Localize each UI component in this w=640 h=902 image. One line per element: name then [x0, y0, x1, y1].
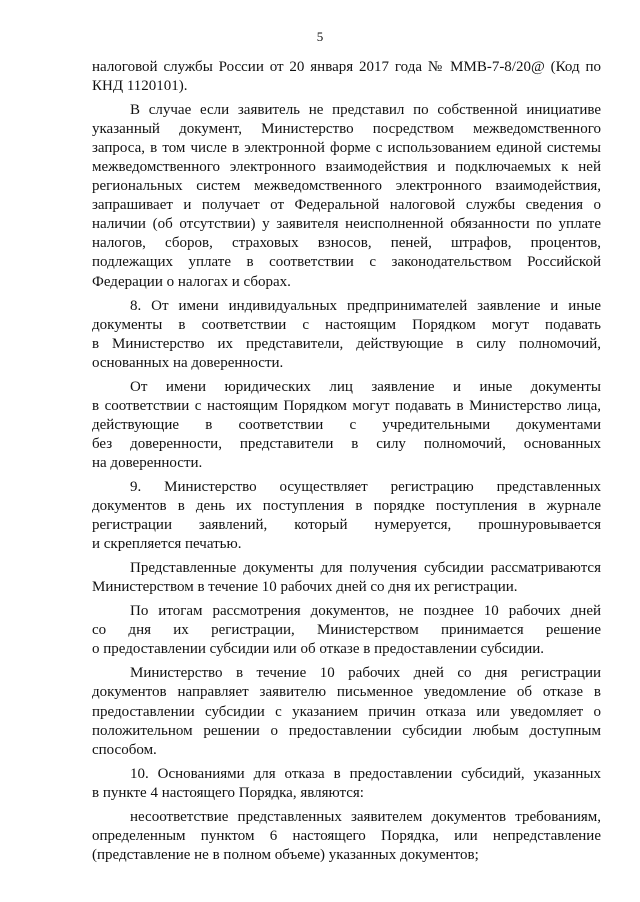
text-line: В случае если заявитель не представил по собственной инициативе [130, 102, 601, 119]
text-line: без доверенности, представители в силу полномочий, основанных [92, 435, 601, 452]
text-line: документов направляет заявителю письменное уведомление об отказе в [92, 684, 601, 701]
text-line: 10. Основаниями для отказа в предоставлении субсидий, указанных [130, 765, 601, 782]
text-line: Министерство в течение 10 рабочих дней со дня регистрации [130, 665, 601, 682]
text-line: подлежащих уплате в соответствии с законодательством Российской [92, 254, 601, 271]
text-line: По итогам рассмотрения документов, не позднее 10 рабочих дней [130, 603, 601, 620]
text-line: регистрации заявлений, который нумеруется, прошнуровывается [92, 517, 601, 534]
text-line: определенным пунктом 6 настоящего Порядка, или непредставление [92, 827, 601, 844]
text-line: налоговой службы России от 20 января 2017 года № ММВ-7-8/20@ (Код по [92, 59, 601, 75]
text-line: несоответствие представленных заявителем документов требованиям, [130, 808, 601, 825]
text-line: указанный документ, Министерство посредством межведомственного [92, 121, 601, 138]
text-line: документы в соответствии с настоящим Порядком могут подавать [92, 316, 601, 333]
text-line: 8. От имени индивидуальных предпринимателей заявление и иные [130, 297, 601, 314]
text-line: и скрепляется печатью. [92, 536, 242, 553]
paragraph [92, 559, 601, 597]
text-line: От имени юридических лиц заявление и иные документы [130, 378, 601, 395]
text-line: 9. Министерство осуществляет регистрацию представленных [130, 478, 601, 495]
paragraph [92, 765, 601, 803]
text-line: межведомственного электронного взаимодействия и подключаемых к ней [92, 159, 601, 176]
page-number: 5 [316, 29, 324, 44]
paragraph [92, 602, 601, 659]
text-line: в пункте 4 настоящего Порядка, являются: [92, 784, 364, 801]
text-line: действующие в соответствии с учредительными документами [92, 416, 601, 433]
text-line: со дня их регистрации, Министерством принимается решение [92, 622, 601, 639]
paragraph [92, 808, 601, 865]
paragraph [92, 378, 601, 473]
text-line: Министерством в течение 10 рабочих дней со дня их регистрации. [92, 579, 518, 596]
paragraph [92, 478, 601, 554]
text-line: документов в день их поступления в порядке поступления в журнале [92, 498, 601, 515]
text-line: на доверенности. [92, 454, 203, 471]
text-line: запрашивает и получает от Федеральной налоговой службы сведения о [92, 197, 601, 214]
text-line: в соответствии с настоящим Порядком могут подавать в Министерство лица, [92, 397, 601, 414]
text-line: Представленные документы для получения субсидии рассматриваются [130, 560, 601, 577]
text-line: основанных на доверенности. [92, 354, 284, 371]
text-line: налогов, сборов, страховых взносов, пеней, штрафов, процентов, [92, 235, 601, 252]
text-line: предоставлении субсидии с указанием причин отказа или уведомляет о [92, 703, 601, 720]
text-line: запроса, в том числе в электронной форме с использованием единой системы [92, 140, 601, 157]
text-line: (представление не в полном объеме) указанных документов; [92, 846, 479, 863]
document-body [92, 58, 601, 870]
text-line: КНД 1120101). [92, 78, 188, 95]
text-line: способом. [92, 741, 157, 758]
paragraph [92, 297, 601, 373]
text-line: региональных систем межведомственного электронного взаимодействия, [92, 178, 601, 195]
paragraph [92, 664, 601, 759]
text-line: наличии (об отсутствии) у заявителя неисполненной обязанности по уплате [92, 216, 601, 233]
text-line: Федерации о налогах и сборах. [92, 273, 291, 290]
paragraph [92, 58, 601, 96]
text-line: в Министерство их представители, действующие в силу полномочий, [92, 335, 601, 352]
paragraph [92, 101, 601, 291]
text-line: о предоставлении субсидии или об отказе в предоставлении субсидии. [92, 641, 545, 658]
text-line: положительном решении о предоставлении субсидии любым доступным [92, 722, 601, 739]
